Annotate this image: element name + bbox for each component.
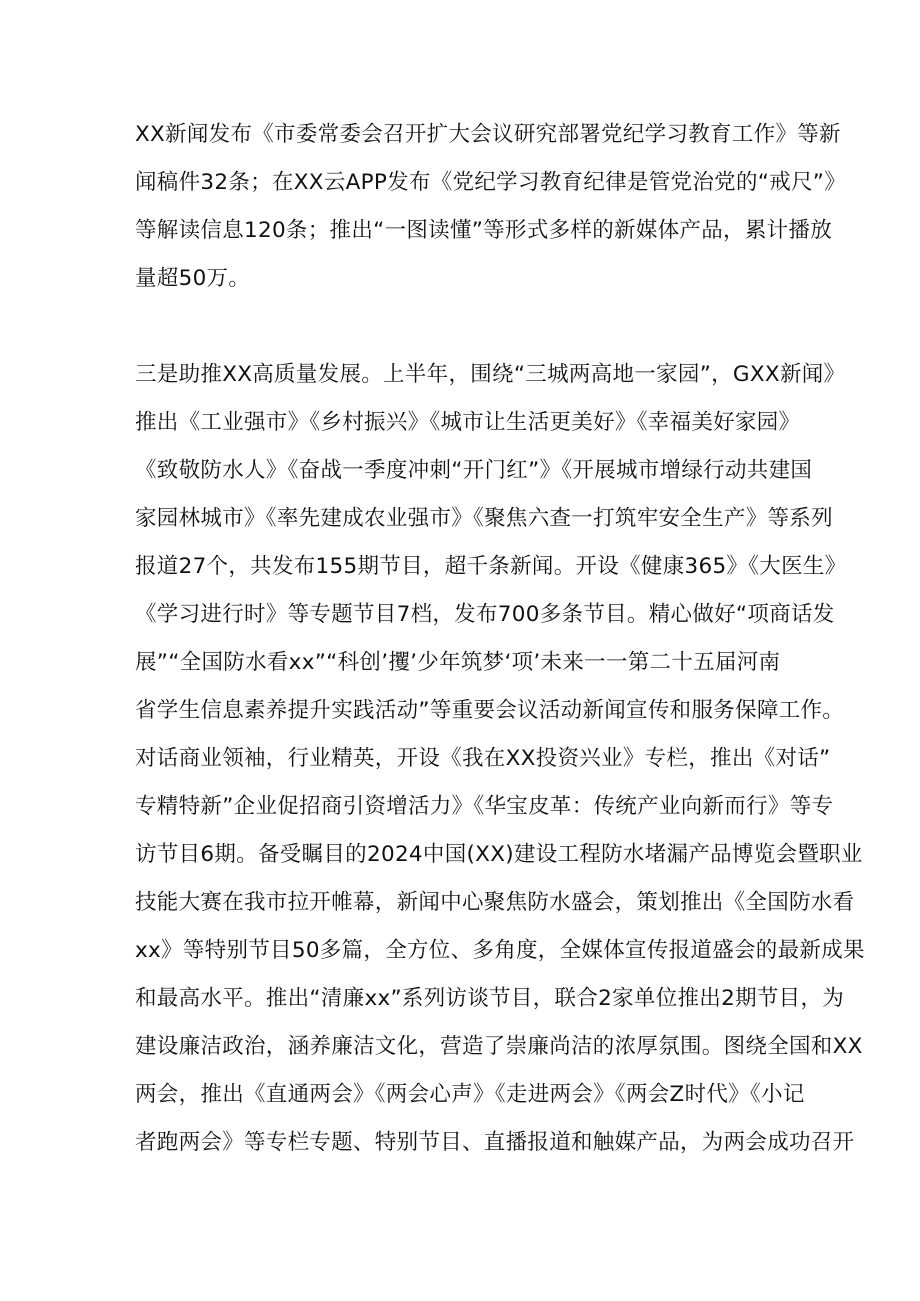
paragraph-line: 家园林城市》《率先建成农业强市》《聚焦六查一打筑牢安全生产》等系列	[135, 506, 833, 531]
paragraph-line: 三是助推XX高质量发展。上半年，围绕“三城两高地一家园”，GXX新闻》	[135, 362, 846, 387]
paragraph-line: 闻稿件32条；在XX云APP发布《党纪学习教育纪律是管党治党的“戒尺”》	[135, 170, 847, 195]
paragraph-line: 量超50万。	[135, 266, 251, 291]
paragraph-line: 报道27个，共发布155期节目，超千条新闻。开设《健康365》《大医生》	[135, 554, 847, 579]
paragraph-line: 两会，推出《直通两会》《两会心声》《走进两会》《两会Z时代》《小记	[135, 1082, 805, 1107]
paragraph-line: 者跑两会》等专栏专题、特别节目、直播报道和触媒产品，为两会成功召开	[135, 1130, 855, 1155]
paragraph-line: 技能大赛在我市拉开帷幕，新闻中心聚焦防水盛会，策划推出《全国防水看	[135, 890, 855, 915]
paragraph-line: XX新闻发布《市委常委会召开扩大会议研究部署党纪学习教育工作》等新	[135, 122, 841, 147]
paragraph-line: 专精特新”企业促招商引资增活力》《华宝皮革：传统产业向新而行》等专	[135, 794, 834, 819]
paragraph-line: 省学生信息素养提升实践活动”等重要会议活动新闻宣传和服务保障工作。	[135, 698, 845, 723]
paragraph-line: 展”“全国防水看xx”“科创’攫’少年筑梦‘项’未来一一第二十五届河南	[135, 650, 781, 675]
paragraph-line: 《致敬防水人》《奋战一季度冲刺“开门红”》《开展城市增绿行动共建国	[135, 458, 813, 483]
paragraph-line: 和最高水平。推出“清廉xx”系列访谈节目，联合2家单位推出2期节目，为	[135, 986, 845, 1011]
paragraph-line: 等解读信息120条；推出“一图读懂”等形式多样的新媒体产品，累计播放	[135, 218, 833, 243]
paragraph-line: 对话商业领袖，行业精英，开设《我在XX投资兴业》专栏，推出《对话”	[135, 746, 831, 771]
paragraph-line: 《学习进行时》等专题节目7档，发布700多条节目。精心做好“项商话发	[135, 602, 835, 627]
paragraph-line: 推出《工业强市》《乡村振兴》《城市让生活更美好》《幸福美好家园》	[135, 410, 801, 435]
paragraph-line: xx》等特别节目50多篇，全方位、多角度，全媒体宣传报道盛会的最新成果	[135, 938, 865, 963]
paragraph-line: 建设廉洁政治，涵养廉洁文化，营造了崇廉尚洁的浓厚氛围。图绕全国和XX	[135, 1034, 863, 1059]
paragraph-line: 访节目6期。备受瞩目的2024中国(XX)建设工程防水堵漏产品博览会暨职业	[135, 842, 863, 867]
